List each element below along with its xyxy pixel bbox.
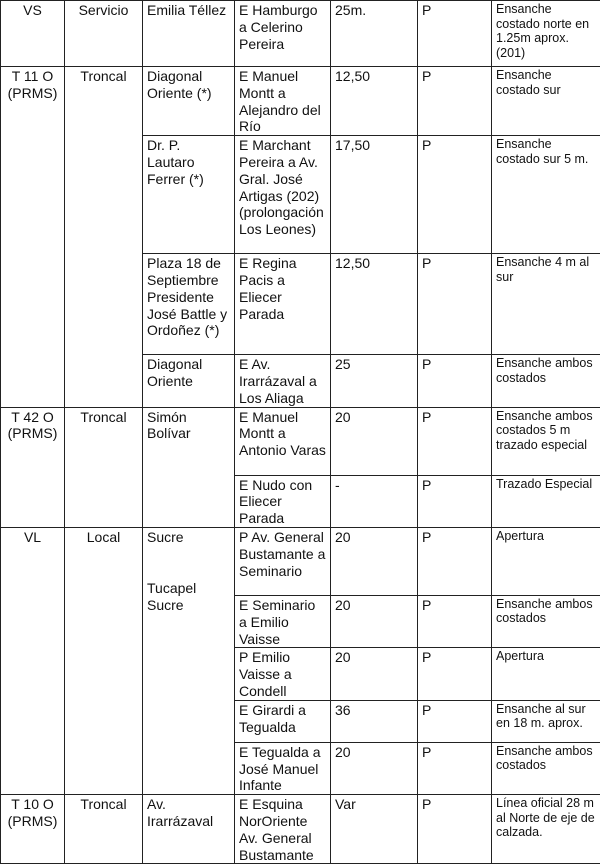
name-cell: Av. Irarrázaval	[143, 795, 235, 864]
tramo-cell: E Nudo con Eliecer Parada	[235, 475, 331, 527]
table-row	[1, 795, 600, 864]
obs-cell: Apertura	[492, 527, 600, 595]
estado-cell: P	[418, 595, 492, 647]
table-row	[1, 527, 600, 595]
tramo-cell: E Regina Pacis a Eliecer Parada	[235, 254, 331, 355]
estado-cell: P	[418, 67, 492, 136]
tramo-cell: P Emilio Vaisse a Condell	[235, 648, 331, 700]
name-cell: Diagonal Oriente	[143, 355, 235, 407]
name-cell: Plaza 18 de Septiembre Presidente José Battle y Ordoñez (*)	[143, 254, 235, 355]
estado-cell: P	[418, 355, 492, 407]
name-cell: Simón Bolívar	[143, 407, 235, 527]
obs-cell: Ensanche ambos costados 5 m trazado especial	[492, 407, 600, 475]
code-cell: T 11 O (PRMS)	[1, 67, 65, 408]
tramo-cell: P Av. General Bustamante a Seminario	[235, 527, 331, 595]
table-row	[1, 407, 600, 475]
estado-cell: P	[418, 648, 492, 700]
name-cell: Diagonal Oriente (*)	[143, 67, 235, 136]
estado-cell: P	[418, 254, 492, 355]
name-cell: Dr. P. Lautaro Ferrer (*)	[143, 136, 235, 254]
ancho-cell: Var	[331, 795, 418, 864]
obs-cell: Ensanche ambos costados	[492, 595, 600, 647]
estado-cell: P	[418, 795, 492, 864]
tramo-cell: E Seminario a Emilio Vaisse	[235, 595, 331, 647]
tramo-cell: E Marchant Pereira a Av. Gral. José Artigas (202) (prolongación Los Leones)	[235, 136, 331, 254]
obs-cell: Apertura	[492, 648, 600, 700]
street-name-sucre: Sucre	[147, 529, 230, 546]
name-cell	[143, 527, 235, 794]
code-cell: VS	[1, 1, 65, 67]
estado-cell: P	[418, 1, 492, 67]
estado-cell: P	[418, 527, 492, 595]
obs-cell: Ensanche ambos costados	[492, 355, 600, 407]
ancho-cell: 25m.	[331, 1, 418, 67]
tramo-cell: E Girardi a Tegualda	[235, 700, 331, 742]
estado-cell: P	[418, 742, 492, 794]
estado-cell: P	[418, 136, 492, 254]
tramo-cell: E Hamburgo a Celerino Pereira	[235, 1, 331, 67]
obs-cell: Ensanche ambos costados	[492, 742, 600, 794]
street-name-tucapel-sucre: Tucapel Sucre	[147, 580, 230, 614]
ancho-cell: 20	[331, 595, 418, 647]
ancho-cell: 20	[331, 742, 418, 794]
code-cell: T 42 O (PRMS)	[1, 407, 65, 527]
obs-cell: Trazado Especial	[492, 475, 600, 527]
table-row	[1, 67, 600, 136]
estado-cell: P	[418, 407, 492, 475]
tramo-cell: E Esquina NorOriente Av. General Bustamante	[235, 795, 331, 864]
type-cell: Local	[65, 527, 143, 794]
table-row	[1, 1, 600, 67]
type-cell: Troncal	[65, 407, 143, 527]
tramo-cell: E Manuel Montt a Alejandro del Río	[235, 67, 331, 136]
estado-cell: P	[418, 700, 492, 742]
ancho-cell: -	[331, 475, 418, 527]
ancho-cell: 12,50	[331, 254, 418, 355]
ancho-cell: 20	[331, 407, 418, 475]
obs-cell: Ensanche al sur en 18 m. aprox.	[492, 700, 600, 742]
obs-cell: Ensanche 4 m al sur	[492, 254, 600, 355]
type-cell: Troncal	[65, 795, 143, 864]
name-cell: Emilia Téllez	[143, 1, 235, 67]
type-cell: Servicio	[65, 1, 143, 67]
tramo-cell: E Manuel Montt a Antonio Varas	[235, 407, 331, 475]
obs-cell: Ensanche costado norte en 1.25m aprox.(201)	[492, 1, 600, 67]
obs-cell: Ensanche costado sur	[492, 67, 600, 136]
tramo-cell: E Tegualda a José Manuel Infante	[235, 742, 331, 794]
tramo-cell: E Av. Irarrázaval a Los Aliaga	[235, 355, 331, 407]
type-cell: Troncal	[65, 67, 143, 408]
code-cell: VL	[1, 527, 65, 794]
ancho-cell: 17,50	[331, 136, 418, 254]
ancho-cell: 20	[331, 648, 418, 700]
obs-cell: Línea oficial 28 m al Norte de eje de calzada.	[492, 795, 600, 864]
code-cell: T 10 O (PRMS)	[1, 795, 65, 864]
ancho-cell: 12,50	[331, 67, 418, 136]
obs-cell: Ensanche costado sur 5 m.	[492, 136, 600, 254]
ancho-cell: 25	[331, 355, 418, 407]
estado-cell: P	[418, 475, 492, 527]
ancho-cell: 36	[331, 700, 418, 742]
ancho-cell: 20	[331, 527, 418, 595]
